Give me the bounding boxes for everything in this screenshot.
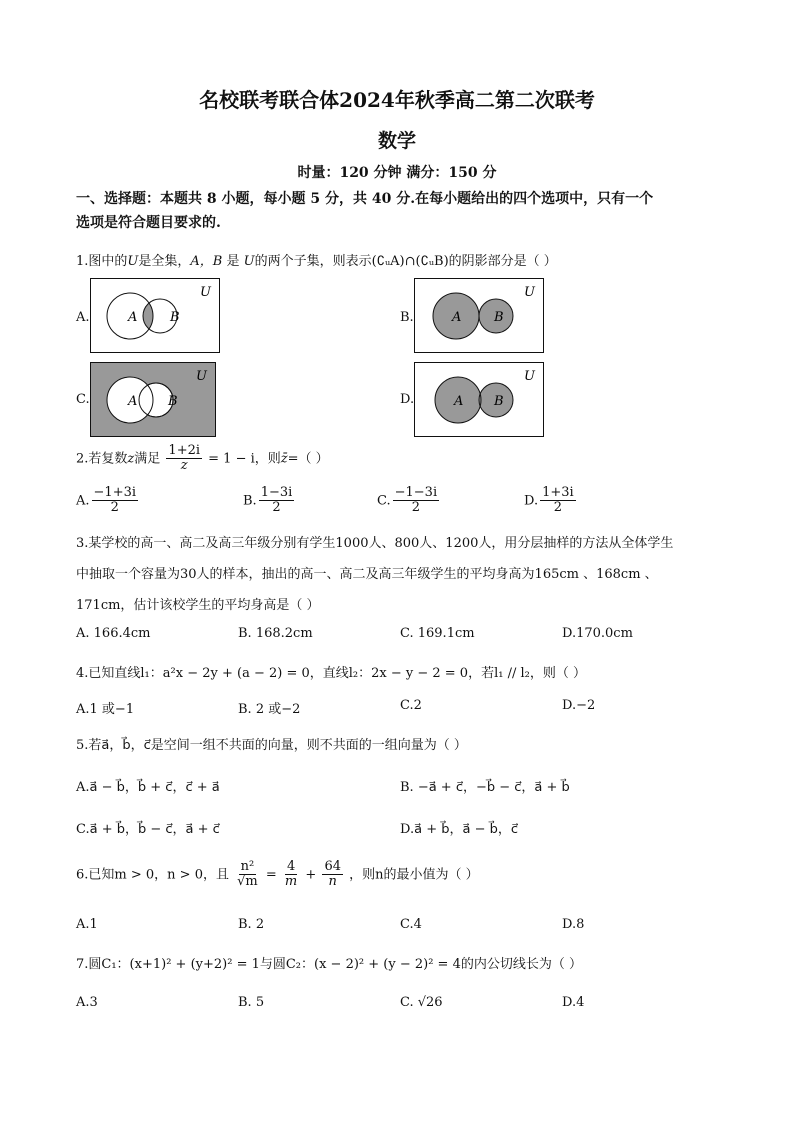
q3-option-a: A. 166.4cm <box>76 626 151 641</box>
q2-option-c: C. $\frac{-1-3i}{2}$ <box>377 485 438 516</box>
q3-option-d: D.170.0cm <box>562 626 633 641</box>
exam-meta: 时量：120 分钟 满分：150 分 <box>297 165 497 181</box>
q5-option-c: C.a⃗ + b⃗，b⃗ − c⃗，a⃗ + c⃗ <box>76 822 220 837</box>
svg-text:A: A <box>454 394 464 409</box>
svg-text:B: B <box>170 310 180 325</box>
q2-option-b: B. $\frac{1-3i}{2}$ <box>243 485 293 516</box>
question-4-stem: 4.已知直线l₁：a²x − 2y + (a − 2) = 0，直线l₂：2x − y − 2 = 0，若l₁ // l₂，则（ ） <box>76 666 586 681</box>
q2-option-d: D. $\frac{1+3i}{2}$ <box>524 485 574 516</box>
q2-fraction: $\frac{1+2i}{z}$ <box>168 443 201 474</box>
q5-option-a: A.a⃗ − b⃗，b⃗ + c⃗，c⃗ + a⃗ <box>76 780 220 795</box>
q1-venn-b <box>414 278 544 354</box>
q6-option-a: A.1 <box>76 917 98 932</box>
q1-option-d-label: D. <box>400 392 415 407</box>
question-5-stem: 5.若a⃗，b⃗，c⃗是空间一组不共面的向量，则不共面的一组向量为（ ） <box>76 738 467 753</box>
svg-text:A: A <box>452 310 462 325</box>
svg-text:B: B <box>494 310 504 325</box>
q3-option-c: C. 169.1cm <box>400 626 475 641</box>
svg-text:U: U <box>200 285 211 300</box>
svg-text:U: U <box>196 369 207 384</box>
svg-text:A: A <box>128 310 138 325</box>
question-6-stem: 6.已知m > 0，n > 0，且 $\frac{\text{n²}}{√m}$ = $\frac{4}{m}$ + $\frac{64}{n}$ ，则n的最小值为（ ） <box>76 859 479 890</box>
section-instructions-line2: 选项是符合题目要求的. <box>76 215 221 231</box>
svg-text:B: B <box>494 394 504 409</box>
q1-option-c-label: C. <box>76 392 90 407</box>
question-3-line3: 171cm，估计该校学生的平均身高是（ ） <box>76 598 320 613</box>
q7-option-a: A.3 <box>76 995 98 1010</box>
section-instructions-line1: 一、选择题：本题共 8 小题，每小题 5 分，共 40 分.在每小题给出的四个选项中，只有一个 <box>76 191 654 207</box>
svg-text:U: U <box>524 285 535 300</box>
q6-option-c: C.4 <box>400 917 422 932</box>
svg-text:A: A <box>128 394 138 409</box>
q4-option-a: A.1 或−1 <box>76 702 135 717</box>
question-2-stem: 2.若复数z满足 $\frac{1+2i}{z}$ = 1 − i，则z̄=（ ） <box>76 443 329 474</box>
q4-option-d: D.−2 <box>562 698 596 713</box>
q7-option-d: D.4 <box>562 995 585 1010</box>
question-3-line1: 3.某学校的高一、高二及高三年级分别有学生1000人、800人、1200人，用分层抽样的方法从全体学生 <box>76 536 674 551</box>
q1-venn-a <box>90 278 220 354</box>
svg-text:B: B <box>168 394 178 409</box>
question-1-stem: 1.图中的U是全集，A，B 是 U的两个子集，则表示(∁ᵤA)∩(∁ᵤB)的阴影部分是（ ） <box>76 254 557 269</box>
q5-option-b: B. −a⃗ + c⃗，−b⃗ − c⃗，a⃗ + b⃗ <box>400 780 570 795</box>
question-3-line2: 中抽取一个容量为30人的样本，抽出的高一、高二及高三年级学生的平均身高为165cm 、168cm 、 <box>76 567 658 582</box>
q1-option-a-label: A. <box>76 310 90 325</box>
svg-text:U: U <box>524 369 535 384</box>
exam-subject: 数学 <box>377 130 416 152</box>
q1-option-b-label: B. <box>400 310 414 325</box>
exam-title: 名校联考联合体2024年秋季高二第二次联考 <box>199 88 595 112</box>
q4-option-c: C.2 <box>400 698 422 713</box>
q7-option-c: C. √26 <box>400 995 443 1010</box>
q6-option-d: D.8 <box>562 917 585 932</box>
q1-venn-c <box>90 362 216 438</box>
q4-option-b: B. 2 或−2 <box>238 702 301 717</box>
q5-option-d: D.a⃗ + b⃗，a⃗ − b⃗，c⃗ <box>400 822 518 837</box>
q7-option-b: B. 5 <box>238 995 265 1010</box>
q3-option-b: B. 168.2cm <box>238 626 313 641</box>
q6-option-b: B. 2 <box>238 917 265 932</box>
question-7-stem: 7.圆C₁：(x+1)² + (y+2)² = 1与圆C₂：(x − 2)² + (y − 2)² = 4的内公切线长为（ ） <box>76 957 582 972</box>
q1-venn-d <box>414 362 544 438</box>
q2-option-a: A. $\frac{-1+3i}{2}$ <box>76 485 137 516</box>
